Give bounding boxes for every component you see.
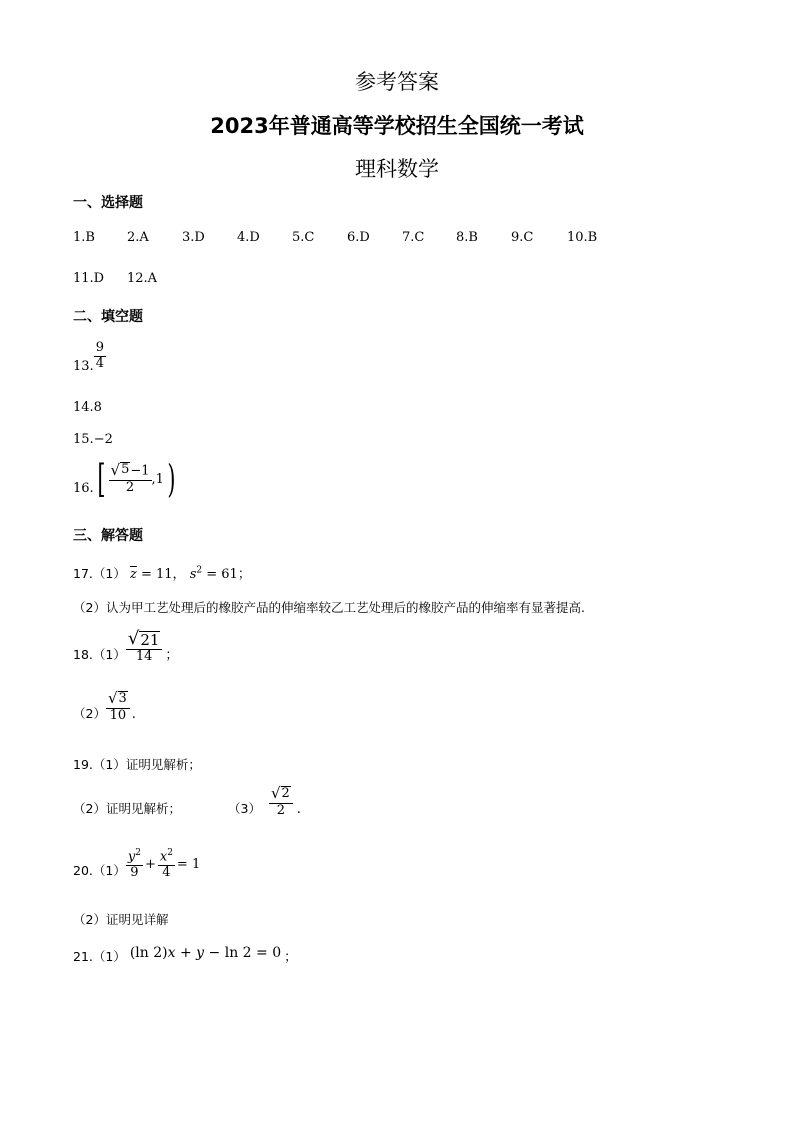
ln2-coefficient: (ln 2) [129, 945, 168, 961]
section-choice-title: 一、选择题 [73, 195, 143, 211]
answer-18-2-label: （2） [73, 706, 106, 722]
answer-18-1 [73, 630, 178, 665]
plus-sign: + [175, 945, 197, 961]
choice-answer: 3.D [182, 230, 205, 245]
fraction [126, 630, 163, 665]
answer-15 [73, 432, 113, 447]
fraction [126, 848, 143, 881]
denominator: 10 [109, 708, 127, 724]
answer-13-label: 13. [73, 359, 94, 374]
x-variable: x [167, 945, 176, 961]
choice-answer: 8.B [456, 230, 478, 245]
answer-19-3-label: （3） [228, 801, 261, 817]
mean-value: = 11 [136, 567, 173, 582]
period: . [131, 707, 136, 723]
radicand: 3 [118, 691, 127, 706]
square-root: √ 21 [127, 628, 160, 649]
denominator: 2 [276, 803, 286, 819]
denominator: 14 [135, 648, 153, 664]
choice-answer: 12.A [127, 271, 158, 286]
answer-18-1-label: 18.（1） [73, 646, 126, 662]
answer-16 [73, 457, 179, 501]
answer-17-2: （2）认为甲工艺处理后的橡胶产品的伸缩率较乙工艺处理后的橡胶产品的伸缩率有显著提高. [73, 600, 585, 615]
answer-20-2: （2）证明见详解 [73, 912, 169, 927]
answer-13 [73, 341, 106, 374]
subject-title: 理科数学 [355, 157, 439, 181]
comma: ， [172, 567, 186, 582]
answer-14: 14.8 [73, 400, 102, 415]
answer-20-1-label: 20.（1） [73, 863, 126, 879]
square-root: √ 3 [107, 689, 127, 708]
answer-20-1 [73, 848, 200, 881]
fraction [158, 848, 175, 881]
choice-answer: 7.C [402, 230, 425, 245]
z-bar: $\overline{z}$ [129, 567, 137, 582]
answer-17-1-label: 17.（1） [73, 566, 126, 581]
semicolon: ； [237, 567, 251, 582]
equation-rest: − ln 2 = 0 [204, 945, 282, 961]
numerator: 9 [95, 340, 104, 355]
answer-15-label: 15. [73, 432, 94, 447]
y-variable: y [127, 849, 136, 865]
answer-17-1 [73, 563, 251, 582]
radicand: 5 [121, 462, 130, 478]
answer-18-2 [73, 691, 136, 724]
radicand: 2 [281, 786, 290, 801]
left-bracket: [ [97, 457, 106, 501]
answer-19-1: 19.（1）证明见解析； [73, 757, 201, 772]
answer-19-2: （2）证明见解析； [73, 801, 181, 817]
equals-one: = 1 [176, 857, 201, 873]
choice-answer: 4.D [237, 230, 260, 245]
right-paren: ) [167, 457, 176, 501]
semicolon: ； [165, 647, 179, 663]
answer-19-2-3 [73, 786, 301, 819]
radicand: 21 [140, 630, 160, 649]
plus-sign: + [144, 857, 156, 873]
variance-value: = 61 [202, 567, 238, 582]
denominator: 4 [95, 355, 104, 371]
denominator: 4 [162, 865, 171, 881]
choice-answer: 6.D [347, 230, 370, 245]
choice-answer: 1.B [73, 230, 95, 245]
square-root: √ 2 [270, 784, 290, 803]
exponent: 2 [196, 565, 203, 576]
fraction [109, 462, 152, 495]
choice-answer: 11.D [73, 271, 105, 286]
x-variable: x [159, 849, 168, 865]
y-variable: y [196, 945, 205, 961]
choice-answer: 2.A [127, 230, 149, 245]
fraction [106, 691, 130, 724]
fraction [94, 341, 106, 372]
section-solution-title: 三、解答题 [73, 528, 143, 544]
period: . [296, 802, 301, 818]
square-root: √ 5 [110, 460, 130, 479]
answer-16-label: 16. [73, 481, 94, 496]
answer-15-value: −2 [93, 432, 113, 447]
denominator: 2 [125, 479, 135, 495]
answer-key-label: 参考答案 [355, 70, 439, 94]
exam-title: 2023年普通高等学校招生全国统一考试 [210, 114, 584, 138]
choice-answer: 5.C [292, 230, 315, 245]
semicolon: ； [284, 950, 298, 965]
exponent: 2 [135, 848, 141, 858]
exponent: 2 [167, 848, 173, 858]
interval-tail: ,1 [151, 471, 164, 487]
section-fill-title: 二、填空题 [73, 309, 143, 325]
fraction [269, 786, 293, 819]
answer-21-1-label: 21.（1） [73, 949, 126, 964]
s-variable: s [189, 567, 197, 582]
minus-term: −1 [130, 463, 150, 479]
denominator: 9 [130, 865, 139, 881]
choice-answer: 10.B [567, 230, 598, 245]
choice-answer: 9.C [511, 230, 534, 245]
answer-21-1 [73, 946, 297, 965]
